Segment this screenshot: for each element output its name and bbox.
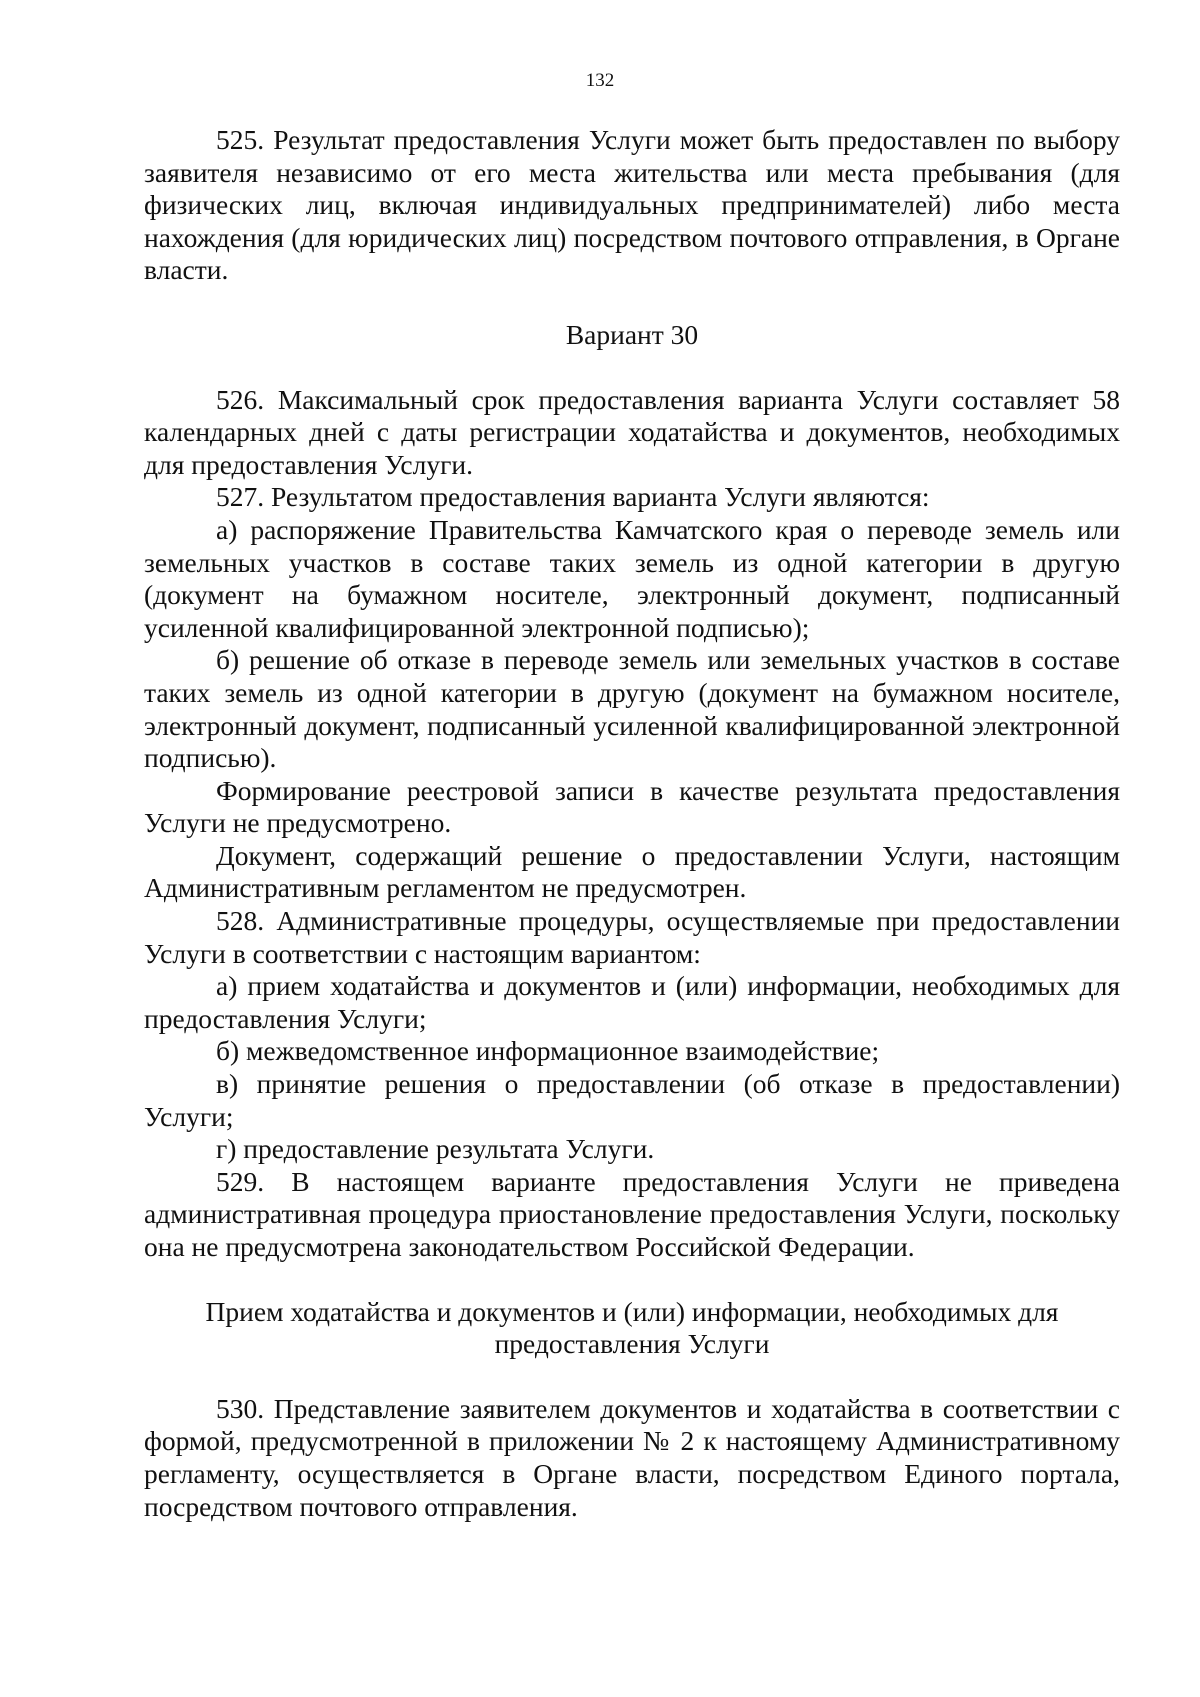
paragraph-525: 525. Результат предоставления Услуги может быть предоставлен по выбору заявителя независимо от его места жительства или места пребывания (для физических лиц, включая индивидуальных предпринимателей) либо места нахождения (для юридических лиц) посредством почтового отправления, в Органе власти.: [144, 124, 1120, 286]
variant-heading: Вариант 30: [565, 318, 699, 350]
paragraph-528: 528. Административные процедуры, осуществляемые при предоставлении Услуги в соответствии с настоящим вариантом:: [144, 905, 1120, 969]
section-heading: Прием ходатайства и документов и (или) информации, необходимых для предоставления Услуги: [205, 1295, 1059, 1360]
paragraph-527: 527. Результатом предоставления варианта Услуги являются:: [216, 481, 930, 513]
paragraph-registry-record: Формирование реестровой записи в качестве результата предоставления Услуги не предусмотрено.: [144, 774, 1120, 839]
paragraph-530: 530. Представление заявителем документов и ходатайства в соответствии с формой, предусмотренной в приложении № 2 к настоящему Административному регламенту, осуществляется в Органе власти, посредством Единого портала, посредством почтового отправления.: [144, 1392, 1120, 1522]
paragraph-529: 529. В настоящем варианте предоставления Услуги не приведена административная процедура приостановление предоставления Услуги, поскольку она не предусмотрена законодательством Российской Федерации.: [144, 1165, 1120, 1262]
paragraph-528-v: в) принятие решения о предоставлении (об отказе в предоставлении) Услуги;: [144, 1068, 1120, 1132]
paragraph-528-a: а) прием ходатайства и документов и (или) информации, необходимых для предоставления Услуги;: [144, 970, 1120, 1034]
paragraph-decision-document: Документ, содержащий решение о предоставлении Услуги, настоящим Административным регламентом не предусмотрен.: [144, 839, 1120, 904]
paragraph-528-b: б) межведомственное информационное взаимодействие;: [216, 1035, 880, 1067]
document-body: [144, 124, 1120, 1523]
page-number: 132: [585, 70, 615, 91]
paragraph-528-g: г) предоставление результата Услуги.: [216, 1133, 655, 1165]
paragraph-527-b: б) решение об отказе в переводе земель или земельных участков в составе таких земель из одной категории в другую (документ на бумажном носителе, электронный документ, подписанный усиленной квалифицированной электронной подписью).: [144, 644, 1120, 774]
paragraph-527-a: а) распоряжение Правительства Камчатского края о переводе земель или земельных участков в составе таких земель из одной категории в другую (документ на бумажном носителе, электронный документ, подписанный усиленной квалифицированной электронной подписью);: [144, 513, 1120, 643]
paragraph-526: 526. Максимальный срок предоставления варианта Услуги составляет 58 календарных дней с даты регистрации ходатайства и документов, необходимых для предоставления Услуги.: [144, 383, 1120, 480]
